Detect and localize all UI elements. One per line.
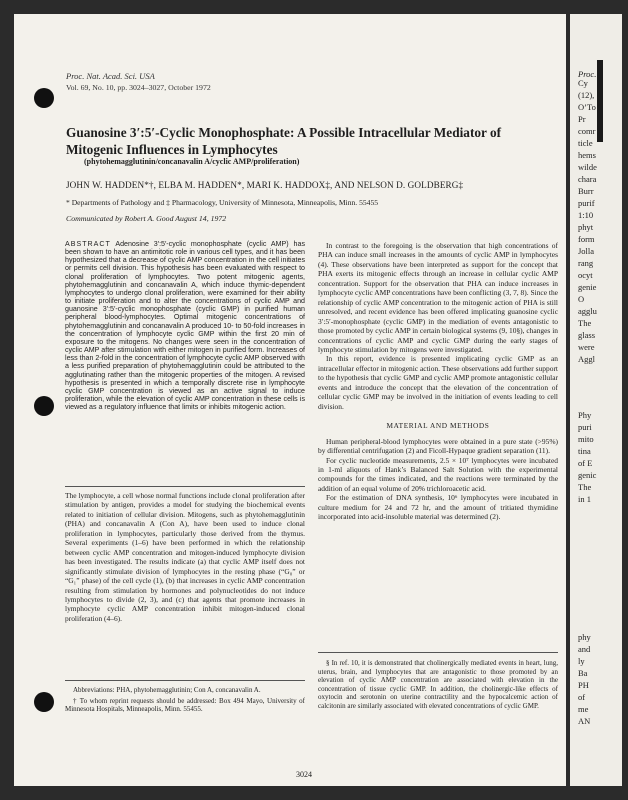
communicated-by: Communicated by Robert A. Good August 14, 1972	[66, 214, 227, 223]
abstract-text: Adenosine 3′:5′-cyclic monophosphate (cyclic AMP) has been shown to have an antimitotic role in various cell types, and it has been hypothesized that a decrease of cyclic AMP concentration in the cell initiates or permits cell division. This hypothesis has been evaluated with respect to clonal proliferation of lymphocytes. Two potent mitogenic agents, phytohemagglutinin and concanavalin A, which induce thymic-dependent lymphocytes to undergo clonal proliferation, were examined for their ability to initiate proliferation and to alter the concentrations of cyclic AMP and guanosine 3′:5′-cyclic monophosphate (cyclic GMP) in purified human peripheral blood-lymphocytes. Optimal mitogenic concentrations of phytohemagglutinin and concanavalin A produced 10- to 50-fold increases in the concentration of lymphocyte cyclic GMP within the first 20 min of exposure to the mitogens. No changes were seen in the concentration of cyclic AMP after stimulation with either mitogen in purified form. Increases of less than 2-fold in the concentration of lymphocyte cyclic AMP observed with a less purified preparation of phytohemagglutinin could be attributed to the agglutinating rather than the mitogenic properties of the mitogen. A revised hypothesis is presented in which a temporally discrete rise in lymphocyte cyclic GMP concentration is viewed as an active signal to induce proliferation, while the elevation of cyclic AMP concentration in these cells is viewed as a regulatory influence that limits or inhibits mitogenic action.	[65, 240, 305, 412]
next-page-fragment: PH	[578, 680, 589, 690]
next-page-fragment: Phy	[578, 410, 592, 420]
next-page-fragment: wilde	[578, 162, 597, 172]
next-page-fragment: me	[578, 704, 589, 714]
next-page-fragment: Jolla	[578, 246, 595, 256]
next-page-fragment: puri	[578, 422, 592, 432]
next-page-fragment: phyt	[578, 222, 594, 232]
next-page-fragment: agglu	[578, 306, 597, 316]
next-page-fragment: ly	[578, 656, 585, 666]
methods-paragraph: For the estimation of DNA synthesis, 10⁶ lymphocytes were incubated in culture medium for 24 and 72 hr, and the amount of tritiated thymidine incorporated into acid-insoluble material was determined (2).	[318, 493, 558, 522]
abstract	[65, 240, 305, 411]
next-page-fragment: Aggl	[578, 354, 595, 364]
next-page-fragment: and	[578, 644, 591, 654]
author-list: JOHN W. HADDEN*†, ELBA M. HADDEN*, MARI K. HADDOX‡, AND NELSON D. GOLDBERG‡	[66, 180, 464, 190]
left-footnotes	[65, 686, 305, 716]
next-page-fragment: AN	[578, 716, 591, 726]
next-page-fragment: ocyt	[578, 270, 593, 280]
next-page-fragment: genie	[578, 282, 597, 292]
journal-volume: Vol. 69, No. 10, pp. 3024–3027, October 1972	[66, 83, 211, 92]
next-page-fragment: ticle	[578, 138, 593, 148]
footnote-divider-left	[65, 680, 305, 681]
next-page-fragment: Pr	[578, 114, 586, 124]
next-page-fragment: of	[578, 692, 586, 702]
footnote: † To whom reprint requests should be addressed: Box 494 Mayo, University of Minnesota Hospitals, Minneapolis, Minn. 55455.	[65, 696, 305, 714]
next-page-fragment: O	[578, 294, 585, 304]
body-paragraph: In this report, evidence is presented implicating cyclic GMP as an intracellular effector in mitogenic action. These observations add further support to the hypothesis that cyclic GMP and cyclic AMP promote antagonistic cellular events and introduce the concept that the elevation of the concentration of cellular cyclic GMP may be involved in the initiation of events leading to cell division.	[318, 354, 558, 411]
next-page-fragment: hems	[578, 150, 596, 160]
next-page-fragment: rang	[578, 258, 594, 268]
punch-hole-middle	[34, 396, 54, 416]
next-page-fragment: form	[578, 234, 595, 244]
abstract-label: ABSTRACT	[65, 240, 111, 248]
methods-paragraph: Human peripheral-blood lymphocytes were obtained in a pure state (>95%) by differential centrifugation (2) and Ficoll-Hypaque gradient separation (11).	[318, 436, 558, 456]
next-page-fragment: purif	[578, 198, 595, 208]
next-page-fragment: comr	[578, 126, 596, 136]
journal-name: Proc. Nat. Acad. Sci. USA	[66, 71, 155, 81]
next-page-fragment: glass	[578, 330, 595, 340]
next-page-fragment: tina	[578, 446, 591, 456]
body-paragraph: In contrast to the foregoing is the observation that high concentrations of PHA can induce small increases in the amounts of cyclic AMP in lymphocytes (4). These observations have been interpreted as support for the concept that PHA exerts its mitogenic effects through an increase in cellular cyclic AMP concentration. Support for the observation that PHA can induce increases in lymphocyte cyclic AMP concentrations have been conflicting (3, 7, 8). Since the relationship of cyclic AMP concentration to the mitogenic action of PHA is still unresolved, and recent evidence has been offered implicating guanosine cyclic 3′:5′-monophosphate (cyclic GMP) in the mediation of events antagonistic to those promoted by cyclic AMP in certain biological systems (9, 10§), changes in concentrations of cyclic AMP and cyclic GMP during the early stages of lymphocyte stimulation by mitogens were investigated.	[318, 241, 558, 354]
article-keywords: (phytohemagglutinin/concanavalin A/cyclic AMP/proliferation)	[84, 157, 300, 166]
next-page-fragment: mito	[578, 434, 594, 444]
next-page-fragment: (12),	[578, 90, 595, 100]
binding-shadow	[597, 60, 603, 142]
next-page-fragment: Burr	[578, 186, 594, 196]
punch-hole-bottom	[34, 692, 54, 712]
next-page-fragment: Cy	[578, 78, 588, 88]
article-title: Guanosine 3′:5′-Cyclic Monophosphate: A Possible Intracellular Mediator of Mitogenic Influences in Lymphocytes	[66, 125, 502, 157]
next-page-fragment: The	[578, 318, 592, 328]
next-page-edge	[570, 14, 622, 786]
next-page-fragment: Ba	[578, 668, 588, 678]
left-column-body	[65, 491, 305, 623]
right-column-body	[318, 241, 558, 522]
page-number: 3024	[296, 770, 312, 779]
next-page-fragment: genic	[578, 470, 597, 480]
section-heading: MATERIAL AND METHODS	[386, 421, 490, 431]
next-page-fragment: The	[578, 482, 592, 492]
right-footnote	[318, 659, 558, 713]
methods-paragraph: For cyclic nucleotide measurements, 2.5 × 10⁷ lymphocytes were incubated in 1-ml aliquots of Hank’s Balanced Salt Solution with the experimental compounds for the times indicated, and the reactions were terminated by the addition of an equal volume of 20% trichloroacetic acid.	[318, 455, 558, 493]
next-page-fragment: in 1	[578, 494, 591, 504]
affiliation: * Departments of Pathology and ‡ Pharmacology, University of Minnesota, Minneapolis, Minn. 55455	[66, 198, 379, 207]
abstract-divider	[65, 486, 305, 487]
footnote: Abbreviations: PHA, phytohemagglutinin; Con A, concanavalin A.	[73, 686, 261, 694]
next-page-fragment: chara	[578, 174, 597, 184]
footnote-divider-right	[318, 652, 558, 653]
next-page-fragment: of E	[578, 458, 593, 468]
next-page-fragment: phy	[578, 632, 591, 642]
next-page-header: Proc.	[578, 69, 597, 79]
punch-hole-top	[34, 88, 54, 108]
body-paragraph: The lymphocyte, a cell whose normal functions include clonal proliferation after stimulation by antigen, provides a model for studying the biochemical events related to initiation of cellular division. Mitogens, such as phytohemagglutinin (PHA) and concanavalin A (Con A), have been used to induce clonal proliferation in lymphocytes, particularly those derived from the thymus. Several experiments (1–6) have been performed in which the relationship between cyclic AMP concentration and mitogen-induced lymphocyte division has been investigated. The results indicate (a) that cyclic AMP itself does not significantly stimulate division of lymphocytes in the resting phase (“G₀” or “G₁” phase) of the cell cycle (1), (b) that increases in cyclic AMP concentration resulting from stimulation by hormones and polynucleotides do not induce lymphocytes to divide (2, 3), and (c) that agents that promote increases in lymphocyte cyclic AMP concentration inhibit mitogen-induced clonal proliferation (4–6).	[65, 491, 305, 623]
next-page-fragment: 1:10	[578, 210, 594, 220]
footnote: § In ref. 10, it is demonstrated that cholinergically mediated events in heart, lung, uterus, brain, and lymphocytes that are antagonistic to those promoted by an elevation of cyclic AMP concentration are associated with elevation in the concentration of tissue cyclic GMP. In addition, the cholinergic-like effects of oxytocin and serotonin on uterine contractility and the hypocalcemic action of calcitonin are similarly associated with elevated concentrations of cyclic GMP.	[318, 659, 558, 710]
next-page-fragment: were	[578, 342, 595, 352]
next-page-fragment: O’To	[578, 102, 596, 112]
